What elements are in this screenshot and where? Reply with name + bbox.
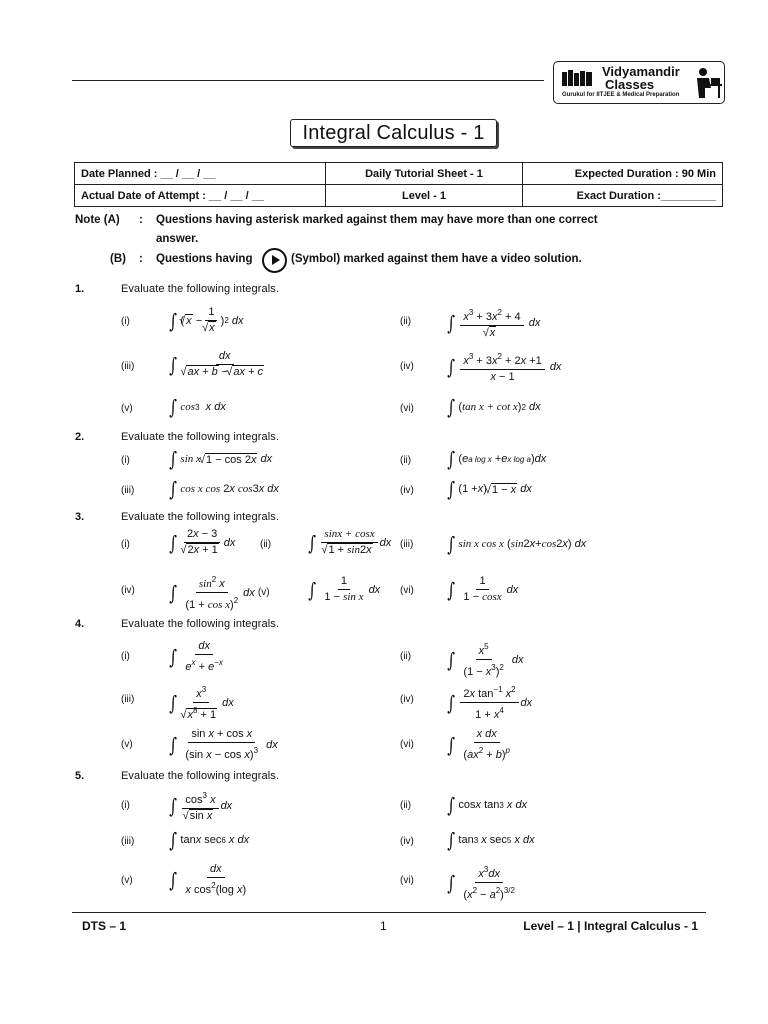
page-number: 1: [380, 919, 387, 933]
part-label: (ii): [400, 800, 412, 811]
part-label: (ii): [400, 316, 412, 327]
integral-expression: ∫ dx $e^x + e^{-x}$: [169, 640, 223, 673]
question-number: 4.: [75, 618, 85, 630]
integral-expression: ∫ (1 + x ) √ 1 − x dx: [446, 479, 532, 499]
question-text: Evaluate the following integrals.: [121, 618, 280, 630]
part-label: (iv): [400, 694, 414, 705]
integral-expression: ∫ 2x − 3 √ 2x + 1 dx: [168, 528, 235, 557]
part-label: (iii): [121, 694, 135, 705]
question-text: Evaluate the following integrals.: [121, 431, 280, 443]
integral-expression: ∫ ( √ x − 1 √ x ) 2 dx: [168, 306, 243, 335]
student-at-desk-icon: [691, 66, 723, 100]
part-label: (vi): [400, 403, 414, 414]
question-text: Evaluate the following integrals.: [121, 511, 280, 523]
part-label: (iii): [121, 361, 135, 372]
note-a-label: Note (A): [75, 214, 120, 226]
question-number: 5.: [75, 770, 85, 782]
integral-expression: ∫ $x^3dx$ $(x^2 - a^2)^{3/2}$: [447, 865, 515, 901]
schedule-table: [74, 162, 723, 207]
integral-expression: ∫ cos x tan 3 x dx: [447, 793, 528, 817]
part-label: (ii): [260, 539, 272, 550]
integral-expression: ∫ $\sin^2 x$ $(1 + \cos x)^2$ dx (v): [169, 575, 270, 611]
integral-expression: ∫ ( tan x + cot x ) 2 dx: [447, 395, 541, 419]
question-number: 1.: [75, 283, 85, 295]
expected-duration: Expected Duration : 90 Min: [523, 163, 723, 185]
logo-name: Vidyamandir Classes: [602, 64, 680, 92]
part-label: (vi): [400, 875, 414, 886]
integral-expression: ∫ cos x cos 2 x cos 3 x dx: [169, 477, 279, 501]
integral-expression: ∫ dx √ ax + b − √ ax + c: [168, 350, 269, 379]
integral-expression: ∫ $x^3 + 3x^2 + 2x +1$ x − 1 dx: [447, 352, 562, 383]
part-label: (v): [121, 875, 133, 886]
integral-expression: ∫ 2x $\tan^{-1} x^2$ $1 + x^4$ dx: [447, 685, 533, 721]
integral-expression: ∫ $\cos^3 x$ √ sin x dx: [168, 789, 232, 823]
question-number: 3.: [75, 511, 85, 523]
question-number: 2.: [75, 431, 85, 443]
note-b-text: Questions having: [156, 253, 253, 265]
part-label: (ii): [400, 455, 412, 466]
integral-expression: ∫ sin x cos x ( sin 2 x + cos 2 x ) dx: [447, 532, 587, 556]
level: Level - 1: [326, 185, 523, 207]
actual-date: Actual Date of Attempt : __ / __ / __: [75, 185, 326, 207]
part-label: (iii): [400, 539, 414, 550]
part-label: (iii): [121, 485, 135, 496]
integral-expression: ∫ $x^5$ $(1 - x^3)^2$ dx: [447, 642, 524, 678]
part-label: (iv): [121, 585, 135, 596]
part-label: (i): [121, 651, 130, 662]
integral-expression: ∫ sinx + cosx √ 1 + sin2x dx: [307, 528, 391, 557]
note-colon: :: [139, 214, 143, 226]
books-icon: [562, 70, 594, 86]
date-planned: Date Planned : __ / __ / __: [75, 163, 326, 185]
note-b-text-cont: (Symbol) marked against them have a video solution.: [291, 253, 582, 265]
part-label: (vi): [400, 585, 414, 596]
integral-expression: ∫ cos 3 x dx: [169, 395, 226, 419]
note-colon: :: [139, 253, 143, 265]
question-text: Evaluate the following integrals.: [121, 770, 280, 782]
integral-expression: ∫ $x^3 + 3x^2 + 4$ √ x dx: [446, 306, 540, 340]
integral-expression: ∫ tan x sec 6 x dx: [169, 828, 250, 852]
integral-expression: ∫ sin x + cos x (sin x − cos x)$^3$ dx: [169, 728, 278, 761]
note-a-text-cont: answer.: [156, 233, 199, 245]
integral-expression: ∫ ( e a log x + e x log a ) dx: [447, 447, 547, 471]
footer-rule: [72, 912, 706, 913]
integral-expression: ∫ 1 1 − cosx dx: [447, 575, 519, 603]
part-label: (v): [121, 403, 133, 414]
video-play-icon: [262, 248, 287, 273]
part-label: (i): [121, 455, 130, 466]
footer-right: Level – 1 | Integral Calculus - 1: [523, 919, 698, 933]
integral-expression: ∫ 1 1 − sin x dx: [308, 575, 381, 603]
integral-expression: ∫ tan 3 x sec 5 x dx: [447, 828, 535, 852]
integral-expression: ∫ dx x $\cos^2(\log$ x): [169, 863, 247, 896]
part-label: (v): [121, 739, 133, 750]
part-label: (iv): [400, 485, 414, 496]
exact-duration: Exact Duration :_________: [523, 185, 723, 207]
vidyamandir-logo: [553, 61, 725, 104]
part-label: (i): [121, 539, 130, 550]
footer-left: DTS – 1: [82, 919, 127, 933]
question-text: Evaluate the following integrals.: [121, 283, 280, 295]
logo-tagline: Gurukul for IITJEE & Medical Preparation: [562, 92, 680, 98]
note-a-text: Questions having asterisk marked against them may have more than one correct: [156, 214, 598, 226]
part-label: (iv): [400, 361, 414, 372]
note-b-label: (B): [110, 253, 126, 265]
part-label: (i): [121, 800, 130, 811]
header-rule: [72, 80, 544, 81]
part-label: (iv): [400, 836, 414, 847]
integral-expression: ∫ $x^3$ √ $x^8 + 1$ dx: [168, 683, 234, 722]
part-label: (iii): [121, 836, 135, 847]
part-label: (i): [121, 316, 130, 327]
part-label: (ii): [400, 651, 412, 662]
integral-expression: ∫ x dx $(ax^2 + b)^p$: [447, 728, 510, 761]
page-title: Integral Calculus - 1: [290, 119, 497, 147]
integral-expression: ∫ sin x √ 1 − cos 2x dx: [168, 449, 272, 469]
part-label: (vi): [400, 739, 414, 750]
sheet-name: Daily Tutorial Sheet - 1: [326, 163, 523, 185]
